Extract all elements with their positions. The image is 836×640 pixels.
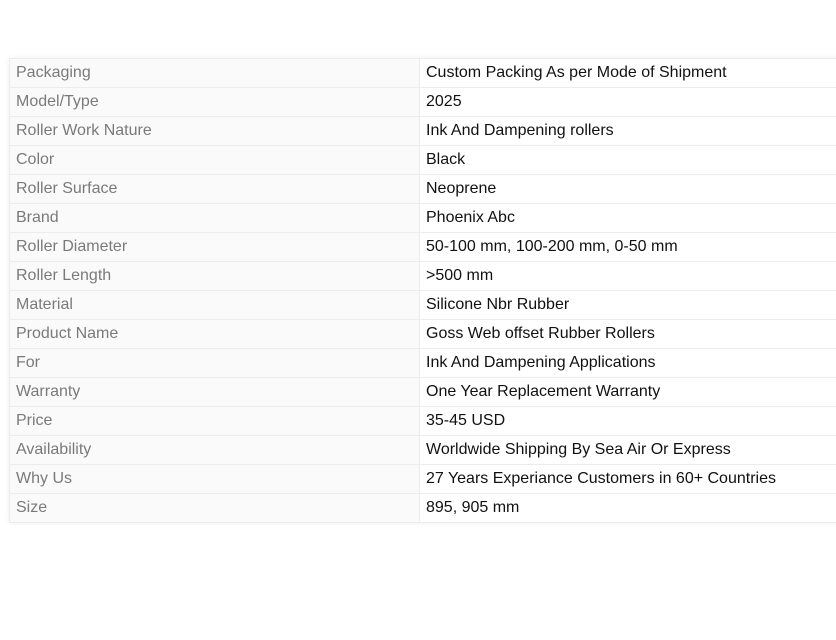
spec-value: One Year Replacement Warranty: [420, 378, 836, 407]
table-row: [10, 262, 836, 291]
table-row: [10, 349, 836, 378]
spec-label: Price: [10, 407, 420, 436]
spec-value: Worldwide Shipping By Sea Air Or Express: [420, 436, 836, 465]
spec-value: 2025: [420, 88, 836, 117]
product-spec-table: [9, 58, 836, 523]
spec-label: Why Us: [10, 465, 420, 494]
spec-value: Ink And Dampening rollers: [420, 117, 836, 146]
spec-value: Goss Web offset Rubber Rollers: [420, 320, 836, 349]
table-row: [10, 494, 836, 523]
spec-label: Roller Work Nature: [10, 117, 420, 146]
table-row: [10, 175, 836, 204]
spec-label: Size: [10, 494, 420, 523]
table-row: [10, 378, 836, 407]
spec-value: 895, 905 mm: [420, 494, 836, 523]
table-row: [10, 59, 836, 88]
spec-label: Warranty: [10, 378, 420, 407]
spec-label: Product Name: [10, 320, 420, 349]
spec-value: Black: [420, 146, 836, 175]
table-row: [10, 146, 836, 175]
spec-value: Neoprene: [420, 175, 836, 204]
spec-value: 35-45 USD: [420, 407, 836, 436]
spec-value: 50-100 mm, 100-200 mm, 0-50 mm: [420, 233, 836, 262]
spec-label: Roller Diameter: [10, 233, 420, 262]
table-row: [10, 465, 836, 494]
table-row: [10, 320, 836, 349]
table-row: [10, 407, 836, 436]
spec-label: Material: [10, 291, 420, 320]
product-spec-table-container: [9, 58, 836, 523]
spec-value: 27 Years Experiance Customers in 60+ Countries: [420, 465, 836, 494]
spec-label: Color: [10, 146, 420, 175]
spec-label: Availability: [10, 436, 420, 465]
table-row: [10, 117, 836, 146]
spec-value: Ink And Dampening Applications: [420, 349, 836, 378]
table-row: [10, 88, 836, 117]
spec-label: Brand: [10, 204, 420, 233]
table-row: [10, 291, 836, 320]
spec-label: Roller Surface: [10, 175, 420, 204]
table-row: [10, 233, 836, 262]
spec-label: Packaging: [10, 59, 420, 88]
spec-label: For: [10, 349, 420, 378]
spec-value: Custom Packing As per Mode of Shipment: [420, 59, 836, 88]
spec-value: >500 mm: [420, 262, 836, 291]
spec-label: Roller Length: [10, 262, 420, 291]
table-row: [10, 204, 836, 233]
spec-label: Model/Type: [10, 88, 420, 117]
spec-value: Phoenix Abc: [420, 204, 836, 233]
table-row: [10, 436, 836, 465]
spec-value: Silicone Nbr Rubber: [420, 291, 836, 320]
